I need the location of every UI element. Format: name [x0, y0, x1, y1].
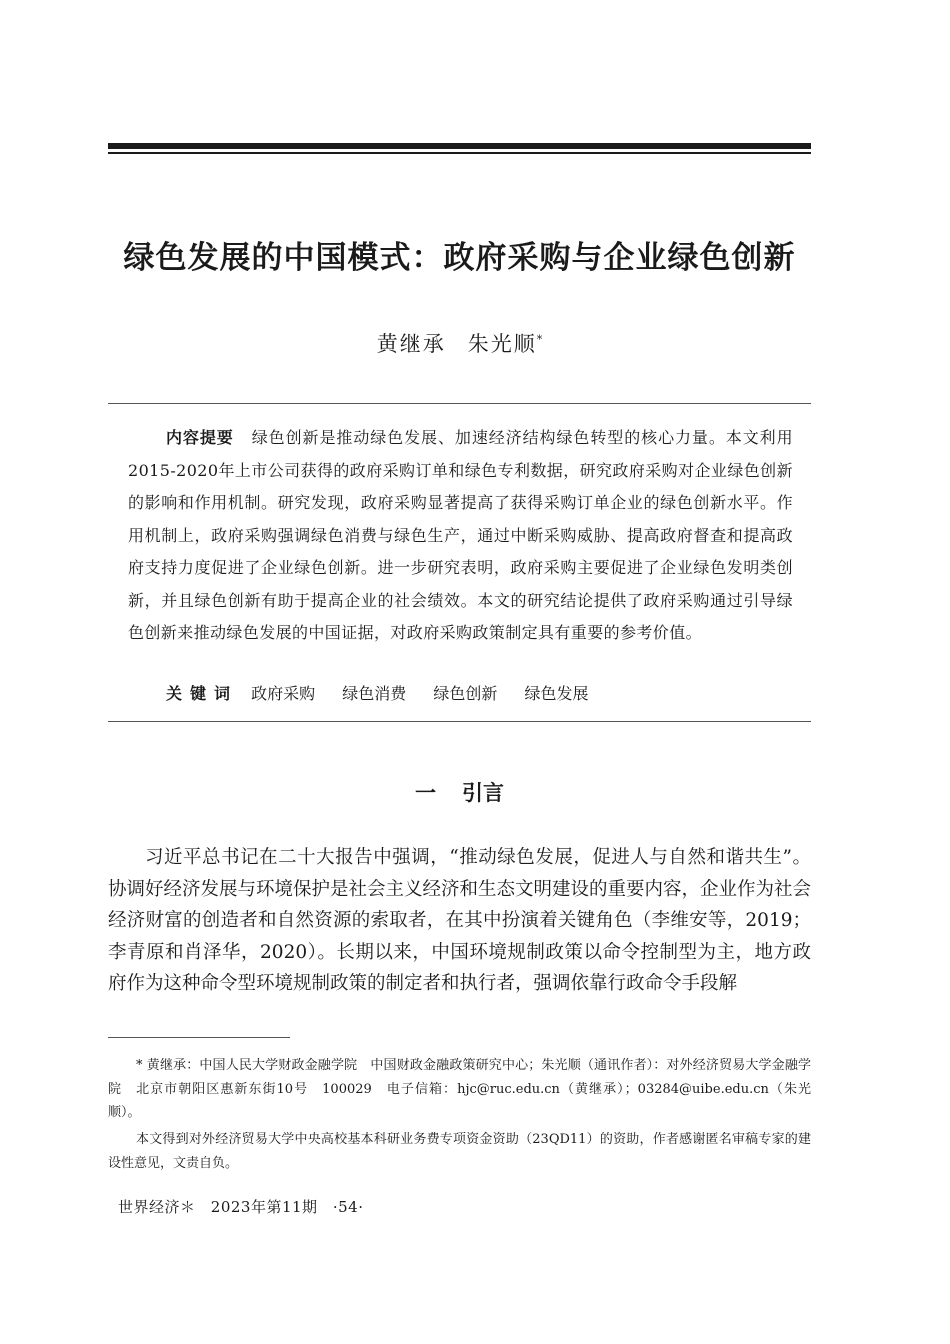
- header-rule-thin: [108, 152, 811, 154]
- abstract-top-rule: [108, 403, 811, 404]
- keywords-label: 关键词: [166, 684, 239, 703]
- author-name: 朱光顺: [467, 332, 537, 356]
- author-footnote: * 黄继承：中国人民大学财政金融学院 中国财政金融政策研究中心；朱光顺（通讯作者）：对外经济贸易大学金融学院 北京市朝阳区惠新东街10号 100029 电子信箱：hjc@ruc.edu.cn（黄继承）；03284@uibe.edu.cn（朱光顺）。: [108, 1058, 811, 1120]
- keyword: 绿色创新: [433, 684, 498, 703]
- section-heading: [108, 777, 811, 807]
- keyword: 绿色发展: [524, 684, 589, 703]
- section-title: 引言: [462, 781, 504, 805]
- keyword: 政府采购: [251, 684, 316, 703]
- author-name: 黄继承: [376, 332, 446, 356]
- author-line: [108, 328, 811, 358]
- article-title: 绿色发展的中国模式：政府采购与企业绿色创新: [123, 240, 796, 276]
- page-number: ·54·: [332, 1198, 364, 1216]
- abstract-text: 绿色创新是推动绿色发展、加速经济结构绿色转型的核心力量。本文利用2015-2020年上市公司获得的政府采购订单和绿色专利数据，研究政府采购对企业绿色创新的影响和作用机制。研究发现，政府采购显著提高了获得采购订单企业的绿色创新水平。作用机制上，政府采购强调绿色消费与绿色生产，通过中断采购威胁、提高政府督查和提高政府支持力度促进了企业绿色创新。进一步研究表明，政府采购主要促进了企业绿色发明类创新，并且绿色创新有助于提高企业的社会绩效。本文的研究结论提供了政府采购通过引导绿色创新来推动绿色发展的中国证据，对政府采购政策制定具有重要的参考价值。: [128, 428, 793, 642]
- issue-label: 2023年第11期: [210, 1198, 318, 1216]
- funding-footnote: 本文得到对外经济贸易大学中央高校基本科研业务费专项资金资助（23QD11）的资助，作者感谢匿名审稿专家的建设性意见，文责自负。: [108, 1132, 811, 1171]
- abstract-bottom-rule: [108, 721, 811, 722]
- footnote-rule: [108, 1037, 290, 1038]
- keyword: 绿色消费: [342, 684, 407, 703]
- section-number: 一: [415, 781, 436, 805]
- abstract: [128, 422, 793, 650]
- header-rule-thick: [108, 143, 811, 149]
- keywords: [166, 681, 610, 707]
- page-footer: [118, 1196, 373, 1217]
- abstract-label: 内容提要: [166, 428, 234, 447]
- author-footnote-mark: *: [536, 333, 543, 346]
- journal-name: 世界经济＊: [118, 1198, 196, 1216]
- body-paragraph: 习近平总书记在二十大报告中强调，“推动绿色发展，促进人与自然和谐共生”。协调好经济发展与环境保护是社会主义经济和生态文明建设的重要内容，企业作为社会经济财富的创造者和自然资源的索取者，在其中扮演着关键角色（李维安等，2019；李青原和肖泽华，2020）。长期以来，中国环境规制政策以命令控制型为主，地方政府作为这种命令型环境规制政策的制定者和执行者，强调依靠行政命令手段解: [108, 847, 812, 994]
